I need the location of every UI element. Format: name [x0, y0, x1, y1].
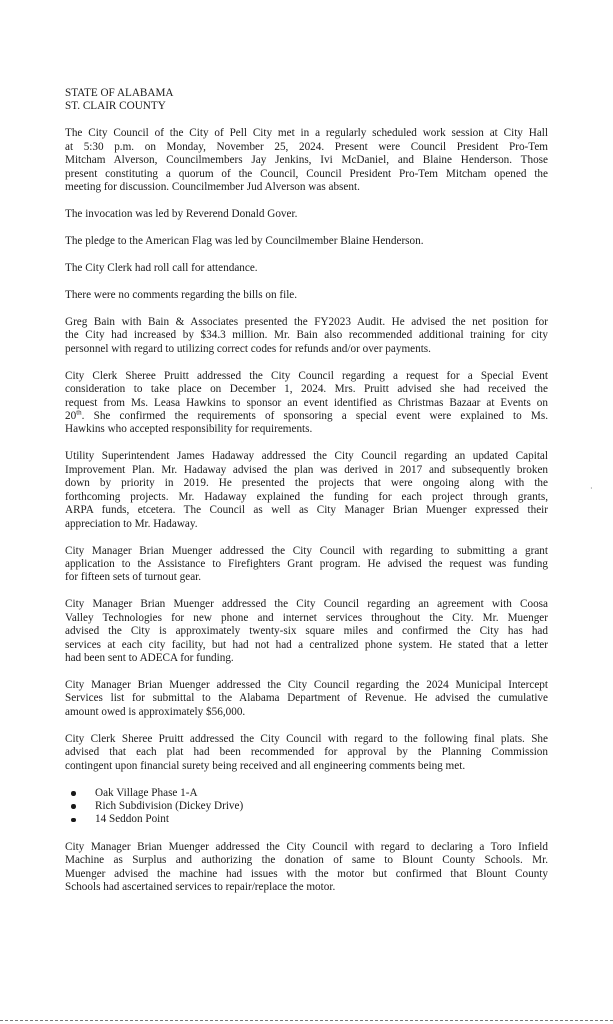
paragraph-line: The City Council of the City of Pell City met in a regularly scheduled work session at City Hall — [65, 127, 548, 140]
paragraph — [65, 235, 548, 248]
paragraph-line: City Manager Brian Muenger addressed the City Council with regarding to submitting a grant — [65, 544, 548, 557]
paragraph-list — [65, 127, 548, 773]
paragraph-line: ARPA funds, etcetera. The Council as well as City Manager Brian Muenger expressed their — [65, 504, 548, 517]
stray-mark: · — [590, 484, 593, 493]
paragraph — [65, 450, 548, 530]
closing-paragraph — [65, 841, 548, 895]
plat-list — [65, 787, 548, 827]
paragraph-line: Mitcham Alverson, Councilmembers Jay Jenkins, Ivi McDaniel, and Blaine Henderson. Those — [65, 154, 548, 167]
header-county: ST. CLAIR COUNTY — [65, 100, 166, 113]
paragraph-line: consideration to take place on December 1, 2024. Mrs. Pruitt advised she had received the — [65, 383, 548, 396]
paragraph — [65, 127, 548, 194]
paragraph — [65, 370, 548, 437]
document-header — [65, 87, 548, 114]
paragraph — [65, 733, 548, 773]
plat-list-item: Rich Subdivision (Dickey Drive) — [67, 800, 548, 813]
page-bottom-rule — [0, 1020, 613, 1021]
paragraph-line: forthcoming projects. Mr. Hadaway explained the funding for each project through grants, — [65, 490, 548, 503]
paragraph-line: application to the Assistance to Firefighters Grant program. He advised the request was funding — [65, 557, 548, 570]
paragraph-line: contingent upon financial surety being received and all engineering comments being met. — [65, 759, 466, 772]
paragraph-line: The City Clerk had roll call for attendance. — [65, 262, 258, 275]
paragraph-line: personnel with regard to utilizing correct codes for refunds and/or over payments. — [65, 342, 431, 355]
document-body — [65, 87, 548, 908]
closing-line: City Manager Brian Muenger addressed the City Council with regard to declaring a Toro Infield — [65, 840, 548, 853]
closing-line: Machine as Surplus and authorizing the donation of same to Blount County Schools. Mr. — [65, 854, 548, 867]
paragraph-line: The invocation was led by Reverend Donald Gover. — [65, 208, 298, 221]
plat-list-item: 14 Seddon Point — [67, 813, 548, 826]
paragraph-line: down by priority in 2019. He presented the projects that were ongoing along with the — [65, 477, 548, 490]
paragraph-line: There were no comments regarding the bills on file. — [65, 289, 298, 302]
paragraph-line: present constituting a quorum of the Council, Council President Pro-Tem Mitcham opened the — [65, 167, 548, 180]
paragraph-line: amount owed is approximately $56,000. — [65, 705, 246, 718]
paragraph-line: had been sent to ADECA for funding. — [65, 651, 234, 664]
paragraph-line: request from Ms. Leasa Hawkins to sponsor an event identified as Christmas Bazaar at Events on — [65, 396, 548, 409]
closing-line: Muenger advised the machine had issues with the motor but confirmed that Blount County — [65, 867, 548, 880]
paragraph-line: City Manager Brian Muenger addressed the City Council regarding an agreement with Coosa — [65, 598, 548, 611]
paragraph — [65, 316, 548, 356]
paragraph-line: advised the City is approximately twenty-six square miles and confirmed the City has had — [65, 625, 548, 638]
paragraph-line: Services list for submittal to the Alabama Department of Revenue. He advised the cumulative — [65, 692, 548, 705]
paragraph-line: City Manager Brian Muenger addressed the City Council regarding the 2024 Municipal Intercept — [65, 678, 548, 691]
paragraph-line: services at each city facility, but had not had a centralized phone system. He stated that a letter — [65, 638, 548, 651]
header-state: STATE OF ALABAMA — [65, 87, 174, 99]
paragraph — [65, 679, 548, 719]
paragraph-line: Valley Technologies for new phone and internet services throughout the City. Mr. Muenger — [65, 611, 548, 624]
paragraph-line: for fifteen sets of turnout gear. — [65, 571, 202, 584]
paragraph-line: City Clerk Sheree Pruitt addressed the City Council with regard to the following final plats. She — [65, 732, 548, 745]
plat-list-item: Oak Village Phase 1-A — [67, 787, 548, 800]
paragraph-line: appreciation to Mr. Hadaway. — [65, 517, 198, 530]
paragraph — [65, 598, 548, 665]
paragraph — [65, 208, 548, 221]
paragraph-line: Improvement Plan. Mr. Hadaway advised the plan was derived in 2017 and subsequently broken — [65, 463, 548, 476]
paragraph-line: advised that each plat had been recommended for approval by the Planning Commission — [65, 746, 548, 759]
paragraph-line: The pledge to the American Flag was led by Councilmember Blaine Henderson. — [65, 235, 424, 248]
paragraph-line: at 5:30 p.m. on Monday, November 25, 2024. Present were Council President Pro-Tem — [65, 140, 548, 153]
closing-line: Schools had ascertained services to repair/replace the motor. — [65, 881, 336, 893]
paragraph-line: Hawkins who accepted responsibility for requirements. — [65, 423, 313, 436]
paragraph-line: City Clerk Sheree Pruitt addressed the City Council regarding a request for a Special Event — [65, 369, 548, 382]
paragraph-line: 20th. She confirmed the requirements of sponsoring a special event were explained to Ms. — [65, 410, 548, 423]
paragraph-line: Greg Bain with Bain & Associates presented the FY2023 Audit. He advised the net position for — [65, 316, 548, 329]
paragraph-line: meeting for discussion. Councilmember Jud Alverson was absent. — [65, 181, 360, 194]
paragraph — [65, 289, 548, 302]
paragraph — [65, 545, 548, 585]
paragraph-line: Utility Superintendent James Hadaway addressed the City Council regarding an updated Capital — [65, 450, 548, 463]
paragraph-line: the City had increased by $34.3 million. Mr. Bain also recommended additional training for city — [65, 329, 548, 342]
paragraph — [65, 262, 548, 275]
